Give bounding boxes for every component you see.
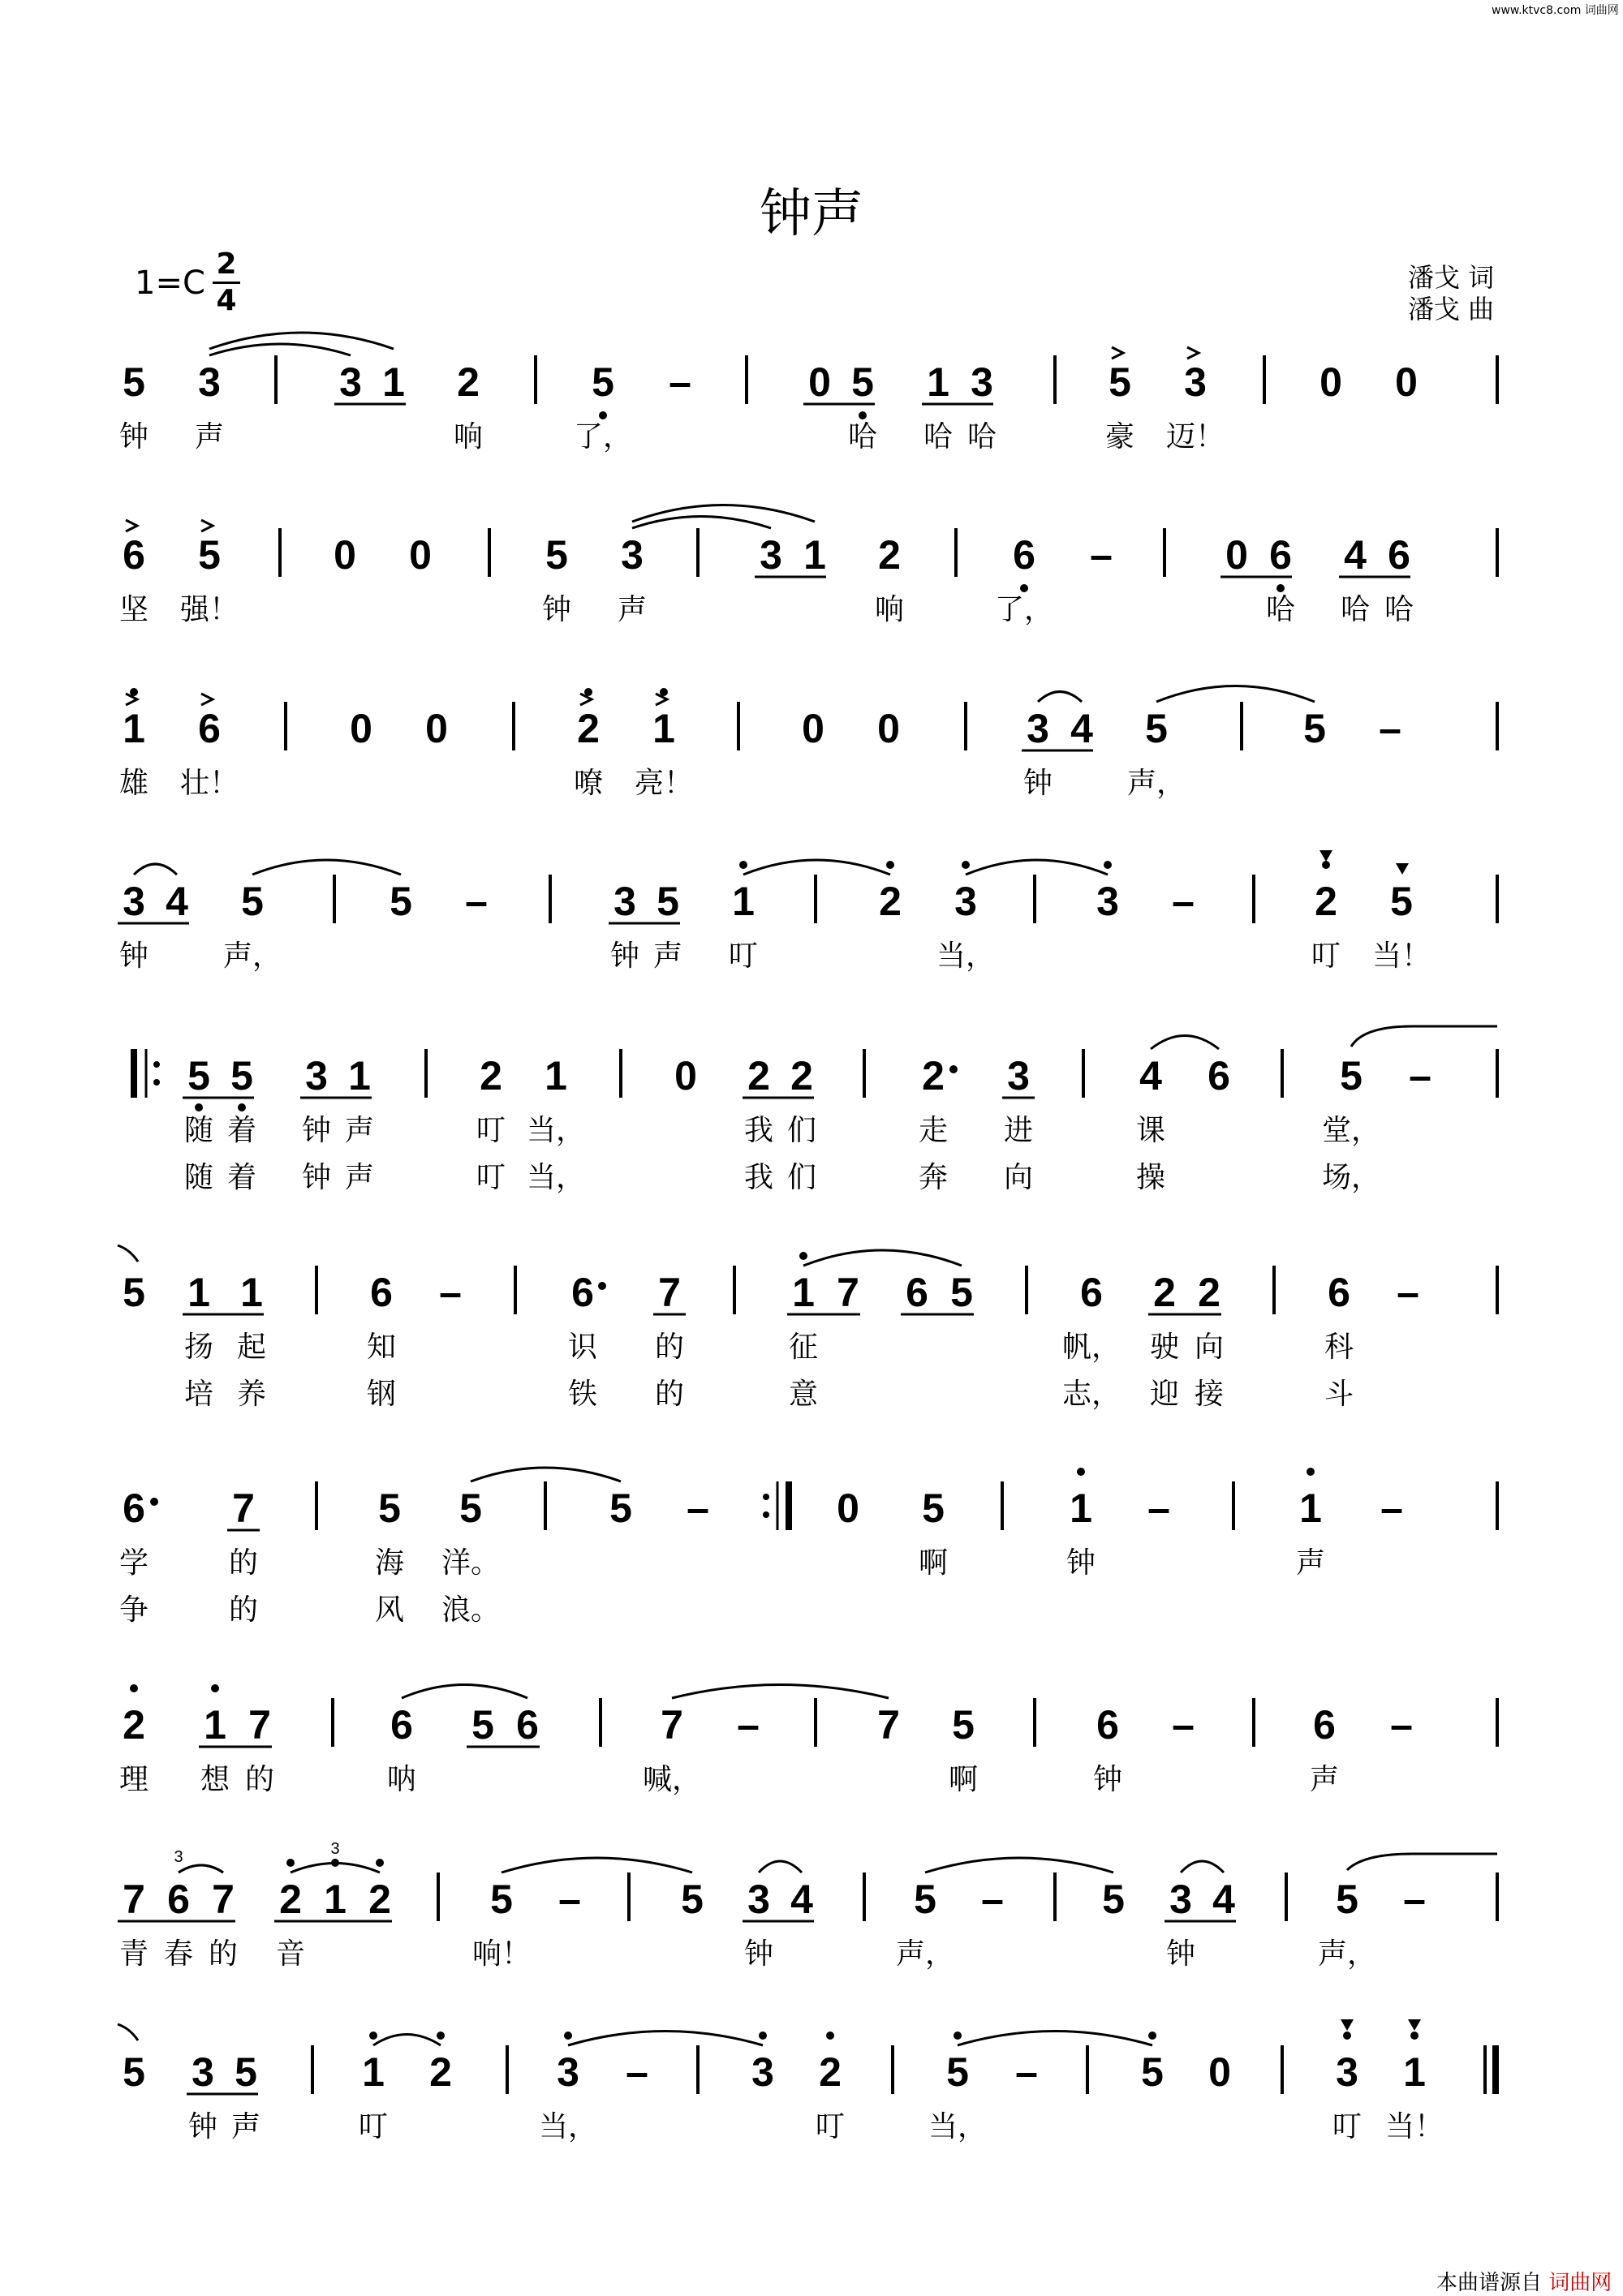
lyric-syllable: 哈	[966, 420, 997, 454]
note: 5	[851, 359, 874, 405]
note: 1	[1299, 1486, 1322, 1531]
note: 4	[1344, 532, 1367, 578]
note: 3	[1169, 1877, 1192, 1922]
note: 3	[613, 879, 636, 924]
note: –	[1015, 2049, 1038, 2095]
barlines-row-5	[426, 1049, 1497, 1098]
lyric-syllable: 钟	[609, 939, 640, 973]
note: –	[669, 359, 691, 405]
lyric-syllable: 堂，	[1321, 1114, 1381, 1147]
note: 3	[557, 2049, 579, 2095]
repeat-end-sign	[777, 1481, 789, 1530]
note: 5	[1141, 2049, 1164, 2095]
note: 5	[657, 879, 679, 924]
lyric-syllable: 们	[786, 1114, 817, 1147]
note: 6	[167, 1877, 190, 1922]
lyric-syllable: 钟	[1022, 767, 1053, 800]
note: 2	[1198, 1270, 1220, 1315]
note: 2	[368, 1877, 391, 1922]
lyric-syllable: 我	[743, 1114, 774, 1147]
lyric-syllable: 叮	[815, 2110, 846, 2143]
note: –	[558, 1877, 581, 1922]
note: 2	[480, 1053, 502, 1099]
lyric-syllable: 接	[1194, 1378, 1225, 1411]
note: 5	[609, 1486, 632, 1531]
note: 4	[1139, 1053, 1162, 1099]
note: 6	[571, 1270, 594, 1315]
note: 1	[545, 1053, 567, 1099]
note: 2	[922, 1053, 945, 1099]
note: –	[1172, 879, 1195, 924]
composer-credit: 潘戈 曲	[1408, 294, 1495, 325]
source-footer	[1436, 2266, 1612, 2296]
lyric-syllable: 培	[183, 1378, 214, 1411]
note: 6	[906, 1270, 928, 1315]
note: 1	[1403, 2049, 1426, 2095]
note: 5	[1102, 1877, 1125, 1922]
note: 1	[362, 2049, 385, 2095]
note: 0	[877, 706, 900, 751]
note: 5	[198, 532, 221, 578]
lyric-syllable: 钟	[1092, 1763, 1123, 1796]
note: 7	[661, 1702, 683, 1748]
note: 3	[751, 2049, 774, 2095]
lyric-syllable: 叮	[728, 939, 759, 973]
accent-marks	[126, 347, 1199, 705]
lyric-syllable: 识	[567, 1331, 598, 1364]
note: 7	[232, 1486, 255, 1531]
lyric-syllable: 音	[275, 1937, 306, 1971]
note: 7	[123, 1877, 145, 1922]
note: 0	[674, 1053, 697, 1099]
lyric-syllable: 钟	[187, 2110, 218, 2143]
note: 5	[946, 2049, 969, 2095]
lyric-syllable: 啊	[918, 1546, 949, 1580]
note: 0	[425, 706, 448, 751]
note: 0	[837, 1486, 859, 1531]
lyric-syllable: 奔	[918, 1161, 949, 1194]
lyric-syllable: 的	[228, 1593, 259, 1627]
lyric-syllable: 洋。	[441, 1546, 501, 1580]
note: 5	[1109, 359, 1131, 405]
note: 5	[230, 1053, 253, 1099]
note: 4	[790, 1877, 813, 1922]
note: 3	[1007, 1053, 1030, 1099]
lyric-syllable: 场，	[1321, 1161, 1381, 1194]
note: 1	[792, 1270, 815, 1315]
lyric-syllable: 意	[788, 1378, 819, 1411]
note: –	[1172, 1702, 1195, 1748]
note: –	[626, 2049, 648, 2095]
note: 6	[1208, 1053, 1230, 1099]
lyric-syllable: 声	[617, 593, 648, 626]
note: 1	[123, 706, 145, 751]
note: 1	[732, 879, 755, 924]
lyric-syllable: 声	[1295, 1546, 1326, 1580]
note: 5	[1145, 706, 1168, 751]
note: 1	[348, 1053, 371, 1099]
lyric-syllable: 钟	[1165, 1937, 1196, 1971]
note: 3	[339, 359, 362, 405]
note: –	[1397, 1270, 1419, 1315]
note: 6	[198, 706, 221, 751]
lyric-syllable: 征	[788, 1331, 819, 1364]
note: –	[1147, 1486, 1170, 1531]
lyric-syllable: 走	[918, 1114, 949, 1147]
lyric-syllable: 声，	[222, 939, 282, 973]
note: 1	[204, 1702, 226, 1748]
note: 2	[747, 1053, 770, 1099]
note: 6	[370, 1270, 393, 1315]
note: –	[737, 1702, 760, 1748]
note: 1	[652, 706, 675, 751]
lyric-syllable: 扬	[183, 1331, 214, 1364]
lyric-syllable: 钟	[301, 1161, 332, 1194]
note: 0	[1395, 359, 1418, 405]
note: 3	[198, 359, 221, 405]
lyric-syllable: 随	[183, 1114, 214, 1147]
lyric-syllable: 当，	[526, 1161, 586, 1194]
lyric-syllable: 向	[1003, 1161, 1034, 1194]
note: 1	[240, 1270, 263, 1315]
note: –	[981, 1877, 1004, 1922]
lyric-syllable: 向	[1194, 1331, 1225, 1364]
note: 4	[166, 879, 188, 924]
lyric-syllable: 养	[236, 1378, 267, 1411]
lyric-syllable: 哈	[1340, 593, 1371, 626]
lyric-syllable: 们	[786, 1161, 817, 1194]
note: 5	[123, 359, 145, 405]
note: 3	[971, 359, 993, 405]
lyric-syllable: 操	[1135, 1161, 1166, 1194]
note: 6	[1328, 1270, 1350, 1315]
note: 1	[927, 359, 949, 405]
lyric-syllable: 着	[226, 1161, 257, 1194]
lyric-syllable: 迈！	[1165, 420, 1225, 454]
lyric-syllable: 浪。	[441, 1593, 501, 1627]
note: 2	[878, 532, 901, 578]
lyric-syllable: 理	[118, 1763, 149, 1796]
note: 7	[837, 1270, 859, 1315]
note: 0	[334, 532, 356, 578]
note: 1	[187, 1270, 210, 1315]
note: 6	[1269, 532, 1292, 578]
site-watermark: www.ktvc8.com 词曲网	[1492, 4, 1619, 17]
note: 0	[1319, 359, 1342, 405]
note: 3	[954, 879, 977, 924]
note: –	[465, 879, 488, 924]
lyric-syllable: 科	[1324, 1331, 1354, 1364]
lyric-syllable: 强！	[179, 593, 239, 626]
note: 0	[1208, 2049, 1231, 2095]
note: 5	[681, 1877, 704, 1922]
lyric-syllable: 钟	[743, 1937, 774, 1971]
lyric-syllable: 了，	[573, 420, 633, 454]
lyric-syllable: 响	[874, 593, 905, 626]
lyric-syllable: 帆，	[1061, 1331, 1121, 1364]
lyric-syllable: 声	[230, 2110, 261, 2143]
lyric-syllable: 钟	[301, 1114, 332, 1147]
note: 2	[577, 706, 600, 751]
lyric-syllable: 当，	[526, 1114, 586, 1147]
lyric-syllable: 钢	[366, 1378, 397, 1411]
lyric-syllable: 的	[654, 1378, 685, 1411]
note: 6	[123, 532, 145, 578]
lyric-syllable: 随	[183, 1161, 214, 1194]
lyric-syllable: 叮	[476, 1161, 506, 1194]
lyric-syllable: 雄	[118, 767, 149, 800]
note: 6	[1388, 532, 1410, 578]
note: –	[439, 1270, 462, 1315]
note: 0	[802, 706, 824, 751]
repeat-start-sign	[134, 1049, 146, 1098]
lyric-syllable: 当，	[928, 2110, 988, 2143]
lyric-syllable: 的	[244, 1763, 275, 1796]
lyric-syllable: 壮！	[179, 767, 239, 800]
note: 7	[248, 1702, 271, 1748]
lyric-syllable: 响！	[471, 1937, 532, 1971]
lyric-syllable: 了，	[994, 593, 1054, 626]
lyric-syllable: 我	[743, 1161, 774, 1194]
note: 3	[305, 1053, 328, 1099]
lyric-syllable: 的	[228, 1546, 259, 1580]
note: 7	[877, 1702, 900, 1748]
lyric-syllable: 声，	[1317, 1937, 1377, 1971]
note: 5	[187, 1053, 210, 1099]
lyric-syllable: 喊，	[642, 1763, 702, 1796]
note: 3	[1184, 359, 1207, 405]
note: 6	[1096, 1702, 1119, 1748]
triplet-label: 3	[174, 1848, 183, 1866]
lyric-syllable: 的	[208, 1937, 239, 1971]
note: 5	[459, 1486, 482, 1531]
note: 3	[747, 1877, 770, 1922]
footer-site-link[interactable]: 词曲网	[1548, 2271, 1612, 2295]
lyric-syllable: 嘹	[573, 767, 604, 800]
barlines-row-10	[312, 2045, 1282, 2094]
lyric-syllable: 当，	[936, 939, 996, 973]
note: 5	[1336, 1877, 1358, 1922]
lyric-syllable: 声	[1309, 1763, 1340, 1796]
note: 4	[1212, 1877, 1235, 1922]
lyric-syllable: 当，	[538, 2110, 598, 2143]
lyric-syllable: 争	[118, 1593, 149, 1627]
note: 5	[241, 879, 264, 924]
lyric-syllable: 哈	[923, 420, 954, 454]
notes-layer	[123, 359, 1431, 2095]
note: 5	[950, 1270, 973, 1315]
lyric-syllable: 叮	[1311, 939, 1341, 973]
lyricist-credit: 潘戈 词	[1408, 262, 1495, 293]
note: 6	[1013, 532, 1035, 578]
lyric-syllable: 海	[374, 1546, 405, 1580]
lyric-syllable: 学	[118, 1546, 149, 1580]
key-signature: 1=C	[135, 264, 205, 302]
lyric-syllable: 青	[118, 1937, 149, 1971]
note: 2	[819, 2049, 842, 2095]
note: 6	[390, 1702, 413, 1748]
note: 2	[279, 1877, 302, 1922]
note: 5	[390, 879, 412, 924]
lyric-syllable: 声	[344, 1161, 375, 1194]
lyric-syllable: 起	[236, 1331, 267, 1364]
note: 3	[1027, 706, 1049, 751]
note: 3	[760, 532, 782, 578]
note: 3	[621, 532, 644, 578]
note: 5	[914, 1877, 936, 1922]
note: 1	[382, 359, 405, 405]
lyric-syllable: 迎	[1149, 1378, 1180, 1411]
note: –	[1409, 1053, 1431, 1099]
lyric-syllable: 声	[194, 420, 225, 454]
note: 5	[1390, 879, 1413, 924]
note: 6	[1313, 1702, 1336, 1748]
note: –	[1090, 532, 1113, 578]
note: 7	[212, 1877, 235, 1922]
note: 3	[192, 2049, 214, 2095]
time-signature-bottom: 4	[216, 284, 237, 317]
note: 2	[123, 1702, 145, 1748]
lyric-syllable: 钟	[118, 420, 149, 454]
lyric-syllable: 哈	[1265, 593, 1296, 626]
lyric-syllable: 钟	[118, 939, 149, 973]
note: 5	[123, 1270, 145, 1315]
note: 5	[592, 359, 614, 405]
note: 5	[1340, 1053, 1363, 1099]
lyric-syllable: 坚	[118, 593, 149, 626]
lyric-syllable: 钟	[541, 593, 572, 626]
note: 2	[1153, 1270, 1176, 1315]
lyric-syllable: 课	[1135, 1114, 1166, 1147]
lyric-syllable: 响	[453, 420, 484, 454]
lyric-syllable: 驶	[1149, 1331, 1180, 1364]
note: 5	[952, 1702, 975, 1748]
lyric-syllable: 叮	[476, 1114, 506, 1147]
lyric-syllable: 亮！	[634, 767, 694, 800]
note: 2	[879, 879, 902, 924]
triplet-label: 3	[330, 1840, 340, 1858]
lyric-syllable: 风	[374, 1593, 405, 1627]
lyric-syllable: 啊	[948, 1763, 979, 1796]
footer-prefix: 本曲谱源自	[1436, 2271, 1543, 2295]
lyric-syllable: 想	[200, 1763, 230, 1796]
lyric-syllable: 知	[366, 1331, 397, 1364]
lyric-syllable: 叮	[1332, 2110, 1363, 2143]
lyric-syllable: 声，	[895, 1937, 955, 1971]
note: 2	[1315, 879, 1337, 924]
note: 6	[123, 1486, 145, 1531]
note: –	[687, 1486, 709, 1531]
song-title: 钟声	[760, 184, 863, 244]
lyric-syllable: 哈	[847, 420, 878, 454]
note: 4	[1070, 706, 1093, 751]
note: 2	[457, 359, 480, 405]
note: 5	[378, 1486, 401, 1531]
octave-dots	[130, 411, 1419, 2040]
note: 5	[1303, 706, 1326, 751]
lyric-syllable: 呐	[386, 1763, 417, 1796]
note: 2	[790, 1053, 813, 1099]
note: 6	[516, 1702, 539, 1748]
lyric-syllable: 铁	[567, 1378, 598, 1411]
note: 3	[123, 879, 145, 924]
note: 5	[235, 2049, 257, 2095]
time-signature-top: 2	[216, 247, 237, 281]
lyric-syllable: 哈	[1384, 593, 1414, 626]
lyric-syllable: 钟	[1065, 1546, 1096, 1580]
lyric-syllable: 的	[654, 1331, 685, 1364]
note: 1	[324, 1877, 347, 1922]
note: 1	[1070, 1486, 1092, 1531]
note: 5	[490, 1877, 513, 1922]
note: 3	[1096, 879, 1119, 924]
note: –	[1390, 1702, 1413, 1748]
lyric-syllable: 进	[1003, 1114, 1034, 1147]
note: 0	[350, 706, 372, 751]
note: –	[1380, 1486, 1403, 1531]
note: 1	[803, 532, 826, 578]
lyric-syllable: 声	[344, 1114, 375, 1147]
lyric-syllable: 斗	[1324, 1378, 1354, 1411]
note: –	[1403, 1877, 1426, 1922]
lyric-syllable: 豪	[1104, 420, 1135, 454]
lyric-syllable: 春	[163, 1937, 194, 1971]
note: 5	[922, 1486, 945, 1531]
note: 6	[1080, 1270, 1103, 1315]
lyric-syllable: 声	[652, 939, 683, 973]
note: 0	[1225, 532, 1248, 578]
lyric-syllable: 当！	[1371, 939, 1431, 973]
lyric-syllable: 着	[226, 1114, 257, 1147]
note: 5	[545, 532, 568, 578]
note: 0	[808, 359, 831, 405]
beam-lines	[118, 404, 1410, 2094]
note: 3	[1336, 2049, 1358, 2095]
note: 0	[409, 532, 432, 578]
note: –	[1379, 706, 1401, 751]
note: 2	[429, 2049, 452, 2095]
lyric-syllable: 当！	[1384, 2110, 1444, 2143]
lyric-syllable: 志，	[1061, 1378, 1121, 1411]
note: 5	[123, 2049, 145, 2095]
lyric-syllable: 叮	[358, 2110, 389, 2143]
note: 5	[471, 1702, 494, 1748]
note: 7	[658, 1270, 681, 1315]
lyric-syllable: 声，	[1126, 767, 1186, 800]
